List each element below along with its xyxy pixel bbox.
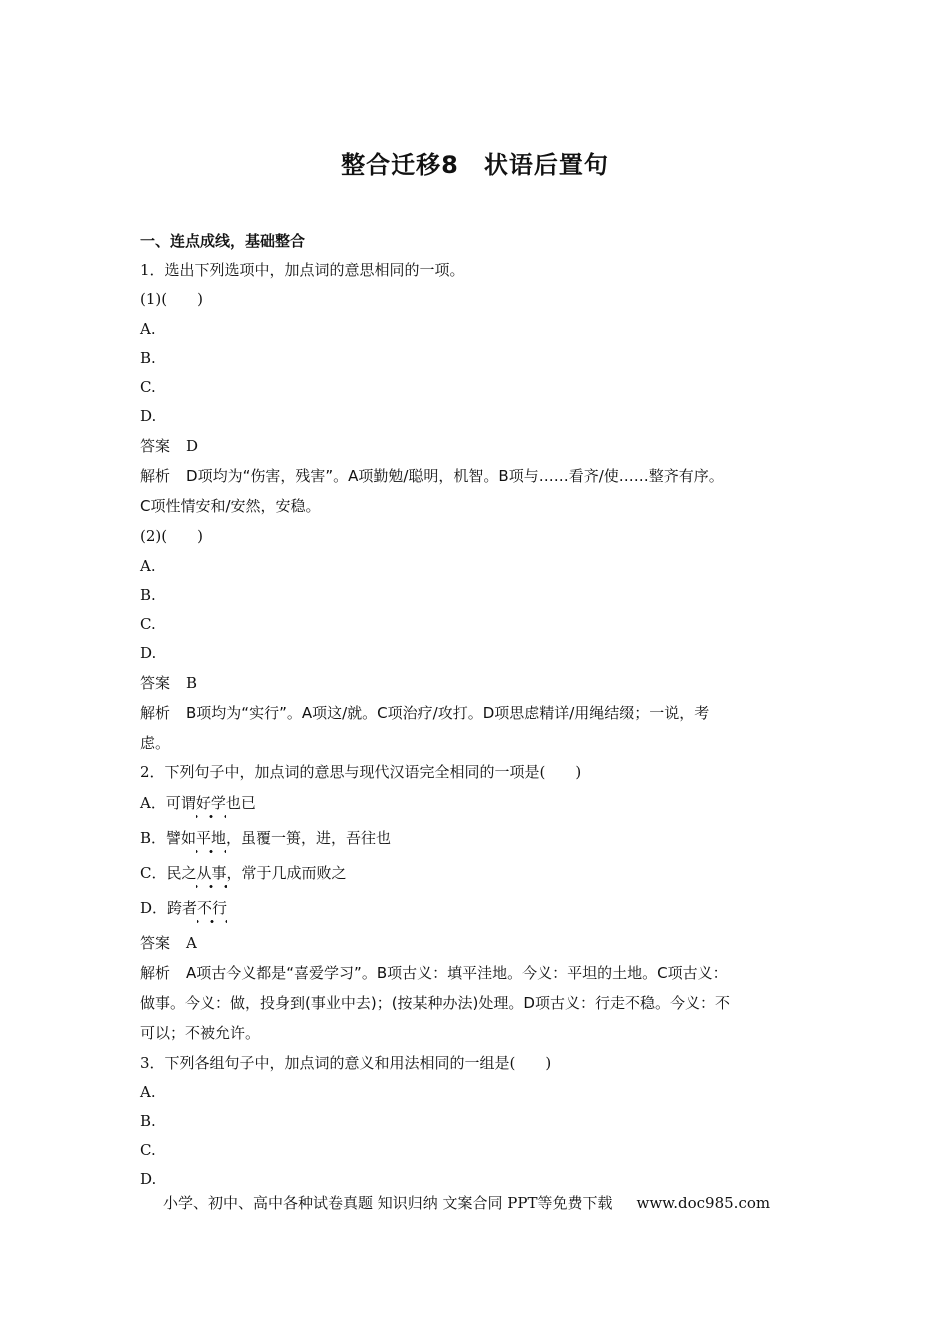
answer-label: 答案 [140,437,171,455]
answer-value: A [186,934,197,952]
option-a: A. [140,1083,156,1101]
page-footer [163,1192,770,1213]
question-1-stem: 1．选出下列选项中，加点词的意思相同的一项。 [140,261,465,279]
question-1-1: (1)( ) [140,290,203,308]
analysis-label: 解析 [140,964,171,982]
analysis-label: 解析 [140,704,171,722]
option-text: 也已 [225,794,256,812]
answer-label: 答案 [140,934,171,952]
option-text: A．可谓 [140,794,196,812]
option-d: D. [140,644,157,662]
dotted-word: 平地 [196,829,227,847]
answer-value: D [186,437,199,455]
question-2-option-d [140,898,227,918]
question-2-stem: 2．下列句子中，加点词的意思与现代汉语完全相同的一项是( ) [140,763,582,781]
answer-1-1 [140,436,198,456]
dotted-word: 不行 [197,899,228,917]
page-title: 整合迁移8 状语后置句 [341,151,609,179]
dotted-word: 从事 [196,864,227,882]
footer-text: 小学、初中、高中各种试卷真题 知识归纳 文案合同 PPT等免费下载 [163,1194,613,1212]
analysis-text: B项均为“实行”。A项这/就。C项治疗/攻打。D项思虑精详/用绳结缀；一说，考 [186,704,710,722]
option-text: D．跨者 [140,899,198,917]
analysis-1-2 [140,703,709,723]
option-text: ，虽覆一篑，进，吾往也 [226,829,392,847]
option-a: A. [140,320,156,338]
option-d: D. [140,1170,157,1188]
question-2-option-a [140,793,256,813]
option-b: B. [140,349,156,367]
answer-label: 答案 [140,674,171,692]
analysis-1-1 [140,466,724,486]
answer-2 [140,933,197,953]
analysis-2-cont: 做事。今义：做，投身到(事业中去)；(按某种办法)处理。D项古义：行走不稳。今义：不 [140,994,730,1012]
question-2-option-b [140,828,391,848]
analysis-1-1-cont: C项性情安和/安然，安稳。 [140,497,321,515]
answer-1-2 [140,673,197,693]
option-text: ，常于几成而败之 [226,864,347,882]
question-2-option-c [140,863,347,883]
section-heading: 一、连点成线，基础整合 [140,232,306,250]
option-a: A. [140,557,156,575]
option-b: B. [140,1112,156,1130]
answer-value: B [186,674,198,692]
footer-url[interactable]: www.doc985.com [636,1194,771,1212]
option-b: B. [140,586,156,604]
option-c: C. [140,615,156,633]
option-c: C. [140,1141,156,1159]
analysis-text: A项古今义都是“喜爱学习”。B项古义：填平洼地。今义：平坦的土地。C项古义： [186,964,728,982]
analysis-1-2-cont: 虑。 [140,734,171,752]
analysis-text: D项均为“伤害，残害”。A项勤勉/聪明，机智。B项与……看齐/使……整齐有序。 [186,467,724,485]
analysis-2-cont: 可以；不被允许。 [140,1024,261,1042]
option-c: C. [140,378,156,396]
dotted-word: 好学 [195,794,226,812]
question-1-2: (2)( ) [140,527,203,545]
option-text: B．譬如 [140,829,197,847]
analysis-label: 解析 [140,467,171,485]
option-d: D. [140,407,157,425]
option-text: C．民之 [140,864,197,882]
question-3-stem: 3．下列各组句子中，加点词的意义和用法相同的一组是( ) [140,1054,552,1072]
analysis-2 [140,963,728,983]
